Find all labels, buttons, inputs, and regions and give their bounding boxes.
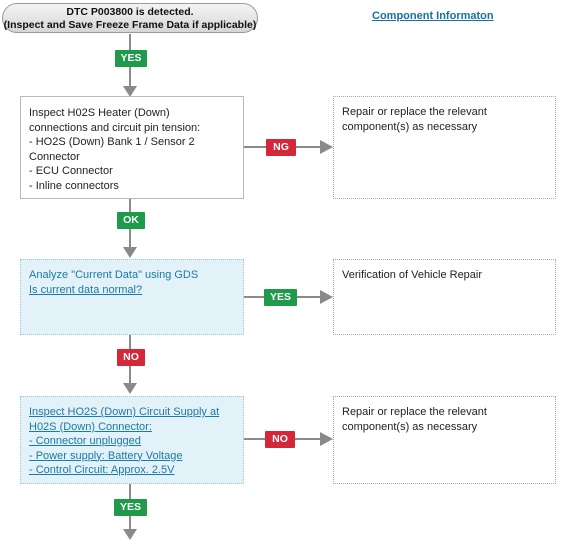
yes-badge-top: YES bbox=[115, 50, 147, 67]
is-current-data-normal-link[interactable]: Is current data normal? bbox=[29, 283, 143, 296]
ok-badge: OK bbox=[117, 212, 145, 229]
repair-box-2 bbox=[333, 396, 556, 484]
analyze-current-data-text: Analyze "Current Data" using GDS bbox=[29, 269, 199, 281]
step1-line-2: connections and circuit pin tension: bbox=[29, 121, 201, 134]
no-badge-2: NO bbox=[117, 349, 145, 366]
inspect-heater-box bbox=[20, 96, 244, 199]
start-condition bbox=[2, 3, 258, 33]
start-line-2: (Inspect and Save Freeze Frame Data if applicable) bbox=[3, 19, 257, 31]
step1-line-6: - Inline connectors bbox=[29, 179, 119, 192]
analyze-current-data-box bbox=[20, 259, 244, 335]
repair-box-1 bbox=[333, 96, 556, 199]
no-badge-3: NO bbox=[265, 431, 295, 448]
step1-line-3: - HO2S (Down) Bank 1 / Sensor 2 bbox=[29, 136, 195, 148]
yes-badge-3: YES bbox=[114, 499, 147, 516]
inspect-circuit-supply-box bbox=[20, 396, 244, 484]
step3-line-2[interactable]: H02S (Down) Connector: bbox=[29, 420, 152, 433]
step1-line-5: - ECU Connector bbox=[29, 165, 113, 177]
start-line-1: DTC P003800 is detected. bbox=[66, 6, 194, 18]
step1-line-4: Connector bbox=[29, 150, 80, 163]
yes-badge-2: YES bbox=[264, 289, 297, 306]
repair-1-line-1: Repair or replace the relevant bbox=[342, 106, 487, 118]
ng-badge: NG bbox=[266, 139, 296, 156]
step3-line-4[interactable]: - Power supply: Battery Voltage bbox=[29, 449, 183, 462]
component-information-link[interactable]: Component Informaton bbox=[372, 10, 494, 22]
step3-line-3[interactable]: - Connector unplugged bbox=[29, 435, 141, 447]
verification-text: Verification of Vehicle Repair bbox=[342, 269, 483, 281]
step3-line-1[interactable]: Inspect HO2S (Down) Circuit Supply at bbox=[29, 406, 220, 418]
repair-1-line-2: component(s) as necessary bbox=[342, 120, 478, 133]
step1-line-1: Inspect H02S Heater (Down) bbox=[29, 107, 170, 119]
step3-line-5[interactable]: - Control Circuit: Approx. 2.5V bbox=[29, 464, 175, 476]
repair-2-line-1: Repair or replace the relevant bbox=[342, 406, 487, 418]
repair-2-line-2: component(s) as necessary bbox=[342, 420, 478, 433]
verification-box bbox=[333, 259, 556, 335]
